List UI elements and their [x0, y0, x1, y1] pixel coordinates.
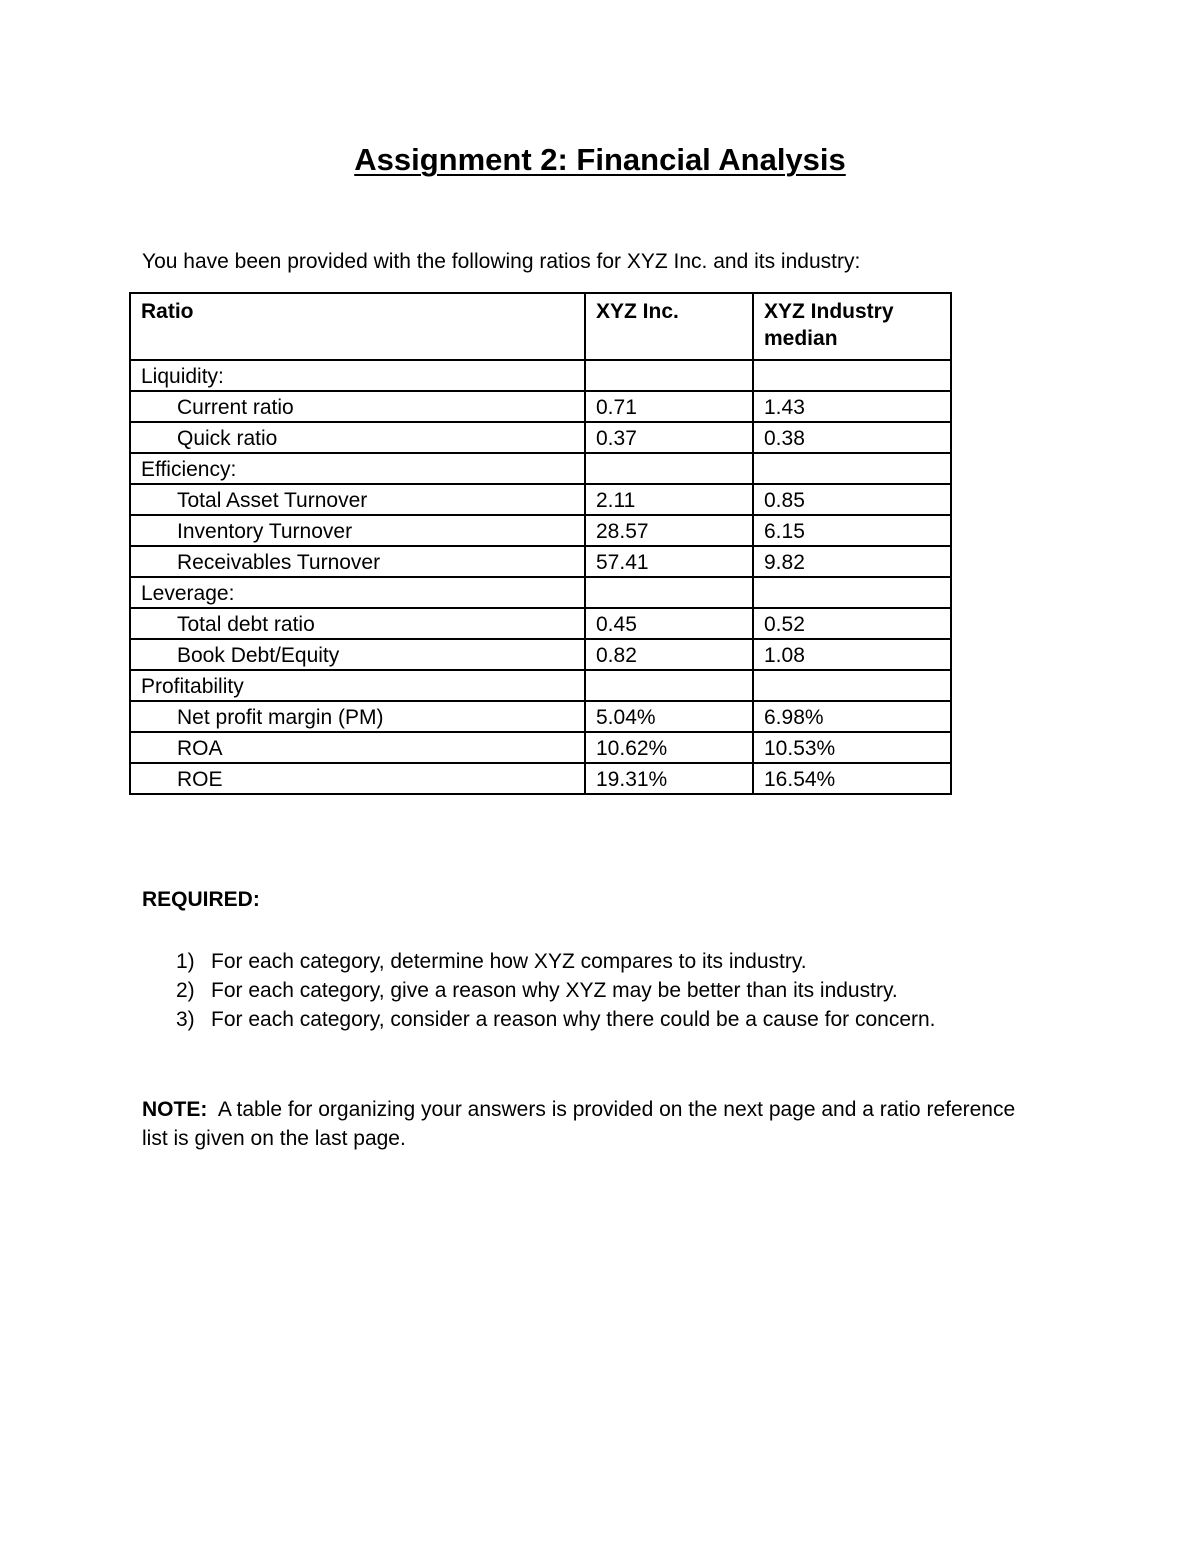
industry-value — [753, 453, 951, 484]
xyz-value: 5.04% — [585, 701, 753, 732]
list-item-number: 2) — [176, 979, 195, 1002]
category-label: Liquidity: — [130, 360, 585, 391]
xyz-value — [585, 453, 753, 484]
page-title: Assignment 2: Financial Analysis — [354, 142, 846, 177]
industry-value: 0.52 — [753, 608, 951, 639]
xyz-value — [585, 670, 753, 701]
table-header-row — [130, 293, 951, 360]
ratios-table-body — [130, 360, 951, 794]
ratio-label: Receivables Turnover — [130, 546, 585, 577]
list-item — [176, 947, 936, 976]
header-industry-median: XYZ Industry median — [753, 293, 951, 360]
list-item-text: For each category, determine how XYZ compares to its industry. — [211, 950, 807, 973]
table-row — [130, 484, 951, 515]
ratio-label: Inventory Turnover — [130, 515, 585, 546]
xyz-value: 19.31% — [585, 763, 753, 794]
list-item-text: For each category, consider a reason why there could be a cause for concern. — [211, 1008, 936, 1031]
industry-value: 1.43 — [753, 391, 951, 422]
header-ratio: Ratio — [130, 293, 585, 360]
category-row — [130, 360, 951, 391]
table-row — [130, 639, 951, 670]
table-row — [130, 546, 951, 577]
required-task-list — [176, 947, 936, 1034]
xyz-value: 0.37 — [585, 422, 753, 453]
industry-value — [753, 360, 951, 391]
ratio-label: ROA — [130, 732, 585, 763]
industry-value: 6.15 — [753, 515, 951, 546]
category-label: Efficiency: — [130, 453, 585, 484]
note-label: NOTE: — [142, 1098, 208, 1121]
table-row — [130, 515, 951, 546]
intro-text: You have been provided with the following ratios for XYZ Inc. and its industry: — [142, 250, 861, 273]
category-label: Leverage: — [130, 577, 585, 608]
ratio-label: Total debt ratio — [130, 608, 585, 639]
xyz-value: 28.57 — [585, 515, 753, 546]
ratio-label: Current ratio — [130, 391, 585, 422]
category-label: Profitability — [130, 670, 585, 701]
xyz-value — [585, 577, 753, 608]
table-row — [130, 391, 951, 422]
industry-value — [753, 577, 951, 608]
xyz-value — [585, 360, 753, 391]
industry-value: 0.38 — [753, 422, 951, 453]
ratio-label: Quick ratio — [130, 422, 585, 453]
note-paragraph — [142, 1095, 1042, 1153]
industry-value — [753, 670, 951, 701]
list-item-number: 1) — [176, 950, 195, 973]
ratio-label: Net profit margin (PM) — [130, 701, 585, 732]
header-xyz-inc: XYZ Inc. — [585, 293, 753, 360]
list-item — [176, 1005, 936, 1034]
note-text: A table for organizing your answers is provided on the next page and a ratio reference list is given on the last page. — [142, 1098, 1016, 1150]
table-row — [130, 701, 951, 732]
industry-value: 10.53% — [753, 732, 951, 763]
list-item — [176, 976, 936, 1005]
list-item-text: For each category, give a reason why XYZ may be better than its industry. — [211, 979, 898, 1002]
table-row — [130, 608, 951, 639]
xyz-value: 10.62% — [585, 732, 753, 763]
ratios-table — [129, 292, 952, 795]
required-heading: REQUIRED: — [142, 888, 260, 911]
industry-value: 16.54% — [753, 763, 951, 794]
industry-value: 6.98% — [753, 701, 951, 732]
ratio-label: ROE — [130, 763, 585, 794]
xyz-value: 0.71 — [585, 391, 753, 422]
ratio-label: Total Asset Turnover — [130, 484, 585, 515]
xyz-value: 0.82 — [585, 639, 753, 670]
industry-value: 0.85 — [753, 484, 951, 515]
table-row — [130, 763, 951, 794]
category-row — [130, 577, 951, 608]
industry-value: 1.08 — [753, 639, 951, 670]
category-row — [130, 453, 951, 484]
ratio-label: Book Debt/Equity — [130, 639, 585, 670]
table-row — [130, 422, 951, 453]
xyz-value: 57.41 — [585, 546, 753, 577]
list-item-number: 3) — [176, 1008, 195, 1031]
xyz-value: 2.11 — [585, 484, 753, 515]
industry-value: 9.82 — [753, 546, 951, 577]
table-row — [130, 732, 951, 763]
xyz-value: 0.45 — [585, 608, 753, 639]
category-row — [130, 670, 951, 701]
